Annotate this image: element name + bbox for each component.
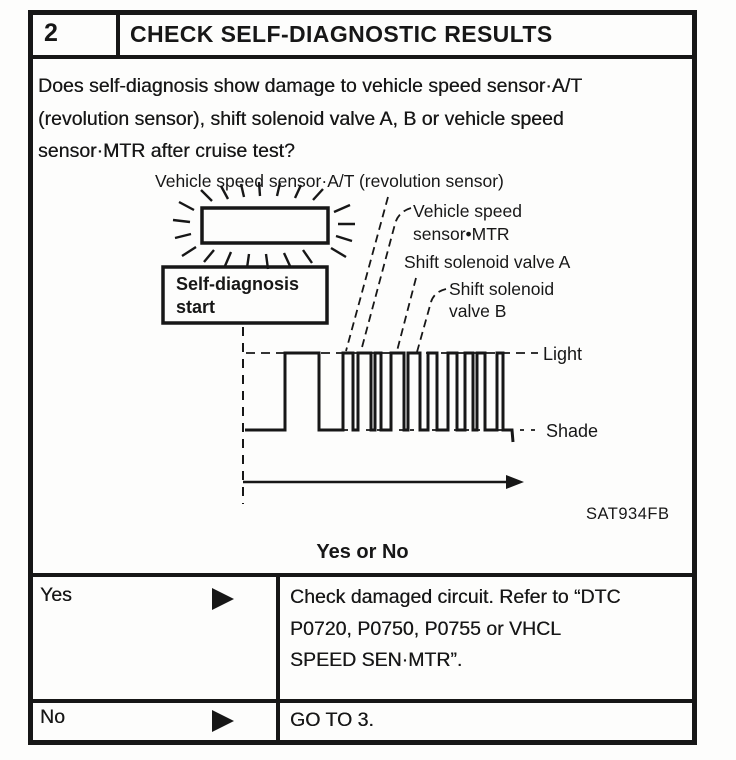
- no-row-label: No: [40, 706, 65, 728]
- start-box-line-2: start: [176, 297, 216, 317]
- figure-id: SAT934FB: [586, 505, 670, 523]
- step-title: CHECK SELF-DIAGNOSTIC RESULTS: [130, 21, 553, 47]
- lamp-flash-waveform: [245, 353, 513, 442]
- yes-action-line-3: SPEED SEN·MTR”.: [290, 649, 463, 671]
- time-axis-arrow: [243, 475, 524, 489]
- question-line-1: Does self-diagnosis show damage to vehicle speed sensor·A/T: [38, 75, 583, 97]
- arrow-right-icon: [212, 588, 234, 610]
- no-action-line-1: GO TO 3.: [290, 709, 374, 731]
- vss-mtr-label-line-2: sensor•MTR: [413, 224, 510, 244]
- shift-solenoid-b-label-line-1: Shift solenoid: [449, 279, 555, 299]
- start-box-line-1: Self-diagnosis: [176, 274, 300, 294]
- shift-solenoid-b-label-line-2: valve B: [449, 301, 507, 321]
- light-level-label: Light: [543, 344, 583, 364]
- question-line-3: sensor·MTR after cruise test?: [38, 140, 295, 162]
- yes-action-line-1: Check damaged circuit. Refer to “DTC: [290, 586, 621, 608]
- arrow-right-icon: [212, 710, 234, 732]
- decision-prompt: Yes or No: [316, 541, 409, 563]
- yes-action-line-2: P0720, P0750, P0755 or VHCL: [290, 617, 562, 640]
- shade-level-label: Shade: [546, 421, 599, 441]
- shift-solenoid-a-label: Shift solenoid valve A: [404, 252, 571, 272]
- self-diagnosis-start-box: [163, 267, 327, 323]
- leader-solenoid-b: [417, 289, 446, 352]
- lamp-label: Vehicle speed sensor·A/T (revolution sensor): [155, 171, 504, 191]
- vss-mtr-label-line-1: Vehicle speed: [413, 201, 522, 221]
- blinking-lamp-icon: [173, 182, 355, 269]
- step-number: 2: [44, 19, 58, 47]
- leader-solenoid-a: [397, 278, 416, 351]
- yes-row-label: Yes: [40, 584, 72, 606]
- yes-row-action: [290, 582, 692, 677]
- no-row-action: [290, 705, 692, 737]
- question-line-2: (revolution sensor), shift solenoid valve A, B or vehicle speed: [38, 107, 564, 130]
